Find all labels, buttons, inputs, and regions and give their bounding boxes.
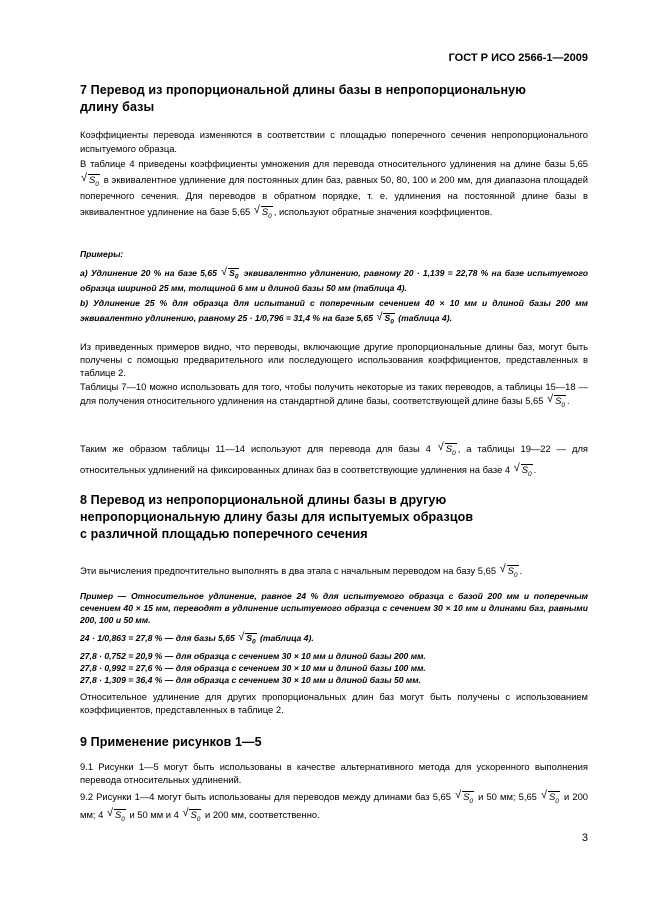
sqrt-s0-symbol: √ $S_0$ xyxy=(253,204,272,221)
standard-number: ГОСТ Р ИСО 2566-1—2009 xyxy=(448,52,588,64)
sqrt-s0-symbol: √ $S_0$ xyxy=(513,462,532,478)
section-8-title-line2: непропорциональную длину базы для испытуемых образцов xyxy=(80,510,474,524)
sqrt-s0-symbol: √ $S_0$ xyxy=(541,789,559,805)
example-a: а) Удлинение 20 % на базе 5,65 √ $S_0$ эквивалентно удлинению, равному 20 · 1,139 = 22,78 % на базе испытуемого образца шириной 25 мм, толщиной 6 мм и длиной базы 50 мм (таблица 4). xyxy=(80,266,588,294)
sqrt-s0-symbol: √ $S_0$ xyxy=(182,807,201,823)
section-8-title-line1: 8 Перевод из непропорциональной длины базы в другую xyxy=(80,493,447,507)
section-7-title-line1: 7 Перевод из пропорциональной длины базы в непропорциональную xyxy=(80,83,526,97)
section-9-paragraph-2: 9.2 Рисунки 1—4 могут быть использованы для переводов между длинами баз 5,65 √ $S_0$ и 50 мм; 5,65 √ $S_0$ и 200 мм; 4 √ $S_0$ и 50 мм и 4 √ $S_0$ и 200 мм, соответственно. xyxy=(80,789,589,823)
examples-label: Примеры: xyxy=(80,249,124,259)
section-7-paragraph-2: В таблице 4 приведены коэффициенты умножения для перевода относительного удлинения на длине базы 5,65 √ $S_0$ в эквивалентное удлинение для постоянных длин баз, равных 50, 80, 100 и 200 мм, для диапазона площадей поперечного сечения. Для переводов в обратном порядке, т. е. удлинения на постоянной длине базы в эквивалентное удлинение на базе 5,65 √ $S_0$ , используют обратные значения коэффициентов. xyxy=(80,158,589,221)
calc-line-2: 27,8 · 0,752 = 20,9 % — для образца с сечением 30 × 10 мм и длиной базы 200 мм. xyxy=(80,651,426,661)
sqrt-s0-symbol: √ $S_0$ xyxy=(221,266,239,281)
section-8-example: Пример — Относительное удлинение, равное 24 % для испытуемого образца с базой 200 мм и поперечным сечением 40 × 15 мм, переводят в удлинение испытуемого образца с сечением 30 × 10 мм и длинами баз, равными 200, 100 и 50 мм. xyxy=(80,591,588,625)
section-8-title-line3: с различной площадью поперечного сечения xyxy=(80,527,368,541)
sqrt-s0-symbol: √ $S_0$ xyxy=(376,311,394,326)
section-7-paragraph-1: Коэффициенты перевода изменяются в соответствии с площадью поперечного сечения непропорционального испытуемого образца. xyxy=(80,129,588,154)
sqrt-s0-symbol: √ $S_0$ xyxy=(238,631,256,646)
section-7-paragraph-3: Из приведенных примеров видно, что переводы, включающие другие пропорциональные длины баз, могут быть получены с помощью предварительного или последующего использования коэффициентов, представленных в таблице 2. xyxy=(80,341,588,378)
calc-line-4: 27,8 · 1,309 = 36,4 % — для образца с сечением 30 × 10 мм и длиной базы 50 мм. xyxy=(80,675,422,685)
calc-line-3: 27,8 · 0,992 = 27,6 % — для образца с сечением 30 × 10 мм и длиной базы 100 мм. xyxy=(80,663,426,673)
section-7-title-line2: длину базы xyxy=(80,100,155,114)
sqrt-s0-symbol: √ $S_0$ xyxy=(81,172,99,188)
section-7-title xyxy=(80,82,588,116)
sqrt-s0-symbol: √ $S_0$ xyxy=(547,393,565,409)
section-8-paragraph-1: Эти вычисления предпочтительно выполнять в два этапа с начальным переводом на базу 5,65 √ $S_0$ . xyxy=(80,563,523,579)
section-8-paragraph-2: Относительное удлинение для других пропорциональных длин баз могут быть получены с использованием коэффициентов, представленных в таблице 2. xyxy=(80,691,588,715)
section-7-paragraph-4: Таблицы 7—10 можно использовать для того, чтобы получить некоторые из таких переводов, а таблицы 15—18 — для получения относительного удлинения на стандартной длине базы, соответствующей длине базы 5,65 √ $S_0$ . xyxy=(80,381,588,409)
sqrt-s0-symbol: √ $S_0$ xyxy=(499,563,518,579)
section-9-title: 9 Применение рисунков 1—5 xyxy=(80,735,262,749)
sqrt-s0-symbol: √ $S_0$ xyxy=(437,441,456,457)
page-number: 3 xyxy=(581,832,588,844)
calc-line-1: 24 · 1/0,863 = 27,8 % — для базы 5,65 √ $S_0$ (таблица 4). xyxy=(80,631,314,646)
section-7-paragraph-5: Таким же образом таблицы 11—14 используют для перевода для базы 4 √ $S_0$ , а таблицы 19—22 — для относительных удлинений на фиксированных длинах баз в соответствующие удлинения на базе 4 √ $S_0$ . xyxy=(80,441,588,478)
section-9-paragraph-1: 9.1 Рисунки 1—5 могут быть использованы в качестве альтернативного метода для ускоренного выполнения перевода относительных удлинений. xyxy=(80,761,588,785)
sqrt-s0-symbol: √ $S_0$ xyxy=(455,789,473,805)
sqrt-s0-symbol: √ $S_0$ xyxy=(106,807,125,823)
example-b: b) Удлинение 25 % для образца для испытаний с поперечным сечением 40 × 10 мм и длиной базы 200 мм эквивалентно удлинению, равному 25 · 1/0,796 = 31,4 % на базе 5,65 √ $S_0$ (таблица 4). xyxy=(80,298,588,326)
section-8-title xyxy=(80,492,588,543)
